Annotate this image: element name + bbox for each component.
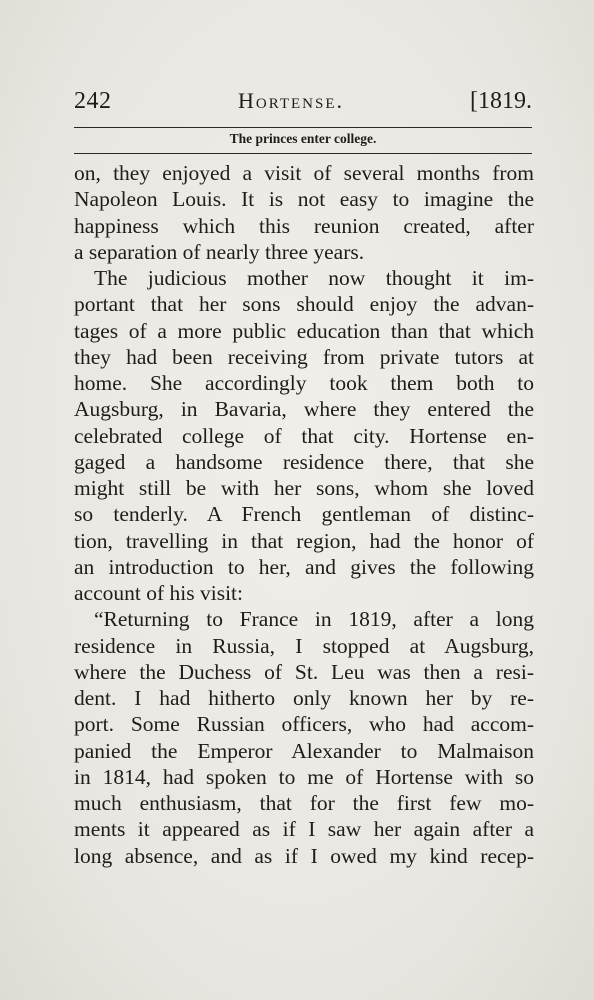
text-line: in 1814, had spoken to me of Hortense with so — [74, 764, 534, 789]
text-line: tages of a more public education than that which — [74, 318, 534, 343]
text-line: celebrated college of that city. Hortense en- — [74, 423, 534, 448]
text-line: residence in Russia, I stopped at Augsburg, — [74, 633, 534, 658]
text-line: The judicious mother now thought it im- — [94, 266, 534, 290]
text-line: on, they enjoyed a visit of several months from — [74, 161, 534, 185]
text-line: a separation of nearly three years. — [74, 239, 365, 264]
text-line: long absence, and as if I owed my kind recep- — [74, 843, 534, 868]
text-line: an introduction to her, and gives the following — [74, 554, 534, 579]
running-title: Hortense. — [238, 88, 344, 113]
text-line: portant that her sons should enjoy the advan- — [74, 292, 534, 317]
text-line: Napoleon Louis. It is not easy to imagine the — [74, 187, 534, 212]
text-line: happiness which this reunion created, after — [74, 213, 534, 238]
page-number: 242 — [74, 88, 112, 114]
header-rule-bottom — [74, 153, 532, 154]
text-line: gaged a handsome residence there, that she — [74, 449, 534, 474]
text-line: dent. I had hitherto only known her by re- — [74, 686, 534, 710]
running-year: [1819. — [470, 88, 532, 114]
text-line: port. Some Russian officers, who had accom- — [74, 712, 534, 737]
text-line: account of his visit: — [74, 581, 243, 605]
running-head — [74, 88, 532, 124]
text-line: so tenderly. A French gentleman of distinc- — [74, 502, 534, 527]
text-line: ments it appeared as if I saw her again after a — [74, 817, 534, 842]
text-line: much enthusiasm, that for the first few mo- — [74, 791, 534, 815]
section-subheading: The princes enter college. — [229, 131, 377, 146]
text-line: panied the Emperor Alexander to Malmaison — [74, 738, 534, 763]
text-line: home. She accordingly took them both to — [74, 371, 534, 395]
text-line: “Returning to France in 1819, after a long — [94, 607, 534, 632]
text-line: where the Duchess of St. Leu was then a resi- — [74, 659, 534, 684]
text-line: Augsburg, in Bavaria, where they entered the — [74, 397, 534, 422]
text-line: might still be with her sons, whom she loved — [74, 476, 534, 500]
text-line: they had been receiving from private tutors at — [74, 344, 534, 369]
text-line: tion, travelling in that region, had the honor of — [74, 528, 534, 553]
header-rule-top — [74, 127, 532, 128]
body-text — [74, 160, 534, 869]
